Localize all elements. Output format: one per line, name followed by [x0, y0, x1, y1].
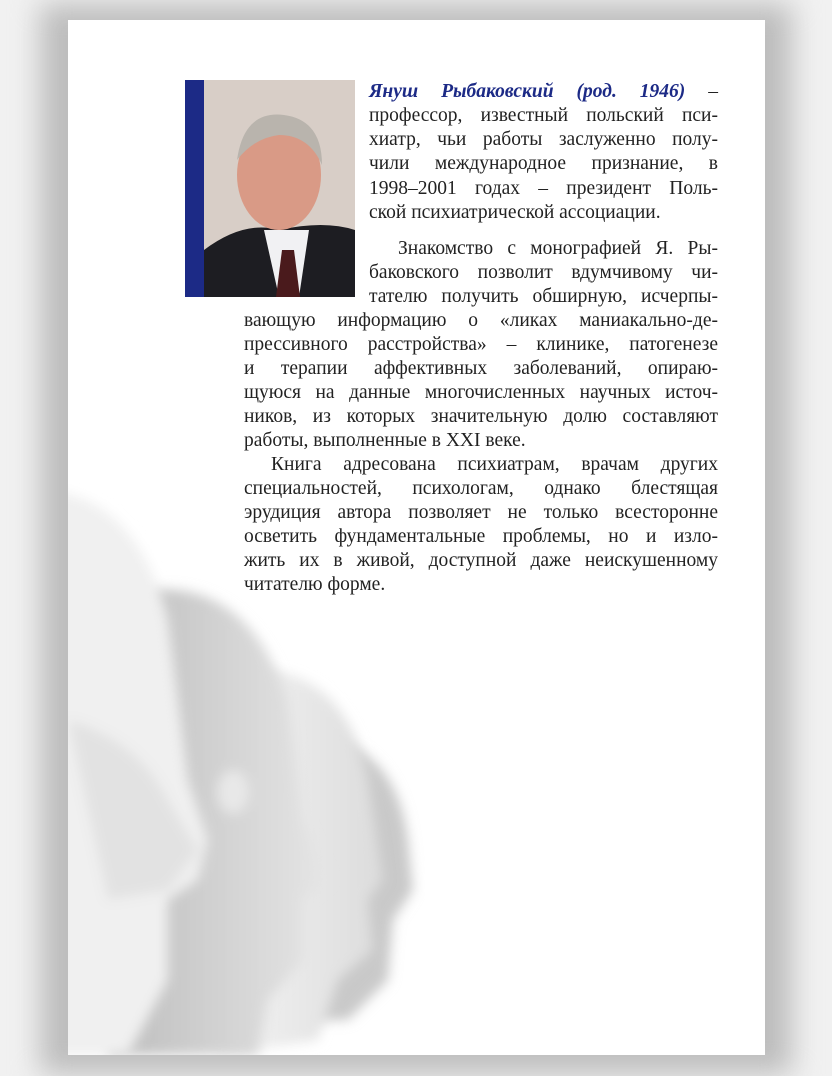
- paragraph-line: работы, выполненные в XXI веке.: [244, 430, 526, 451]
- paragraph-line: ников, из которых значительную долю составляют: [244, 406, 718, 427]
- author-photo: [185, 80, 355, 297]
- paragraph-line: читателю форме.: [244, 574, 386, 595]
- paragraph-line: и терапии аффективных заболеваний, опираю-: [244, 358, 718, 379]
- author-name: Януш Рыбаковский (род. 1946): [369, 81, 686, 102]
- bio-line: чили международное признание, в: [369, 153, 718, 174]
- paragraph-line: специальностей, психологам, однако блестящая: [244, 478, 718, 499]
- paragraph-line: Книга адресована психиатрам, врачам других: [271, 454, 718, 475]
- bio-line: 1998–2001 годах – президент Поль-: [369, 178, 718, 199]
- paragraph-line: Знакомство с монографией Я. Ры-: [398, 238, 718, 259]
- paragraph-line: осветить фундаментальные проблемы, но и изло-: [244, 526, 718, 547]
- bio-line: хиатр, чьи работы заслуженно полу-: [369, 129, 718, 150]
- photo-accent-strip: [185, 80, 204, 297]
- paragraph-line: прессивного расстройства» – клинике, патогенезе: [244, 334, 718, 355]
- bio-line: профессор, известный польский пси-: [369, 105, 718, 126]
- author-portrait: [204, 80, 355, 297]
- author-heading-dash: –: [685, 81, 718, 102]
- paragraph-line: эрудиция автора позволяет не только всесторонне: [244, 502, 718, 523]
- back-cover-page: [68, 20, 765, 1055]
- paragraph-line: жить их в живой, доступной даже неискушенному: [244, 550, 718, 571]
- author-heading: [369, 80, 718, 104]
- paragraph-line: баковского позволит вдумчивому чи-: [369, 262, 718, 283]
- paragraph-line: тателю получить обширную, исчерпы-: [369, 286, 718, 307]
- paragraph-line: щуюся на данные многочисленных научных источ-: [244, 382, 718, 403]
- paragraph-line: вающую информацию о «ликах маниакально-де-: [244, 310, 718, 331]
- bio-line: ской психиатрической ассоциации.: [369, 202, 661, 223]
